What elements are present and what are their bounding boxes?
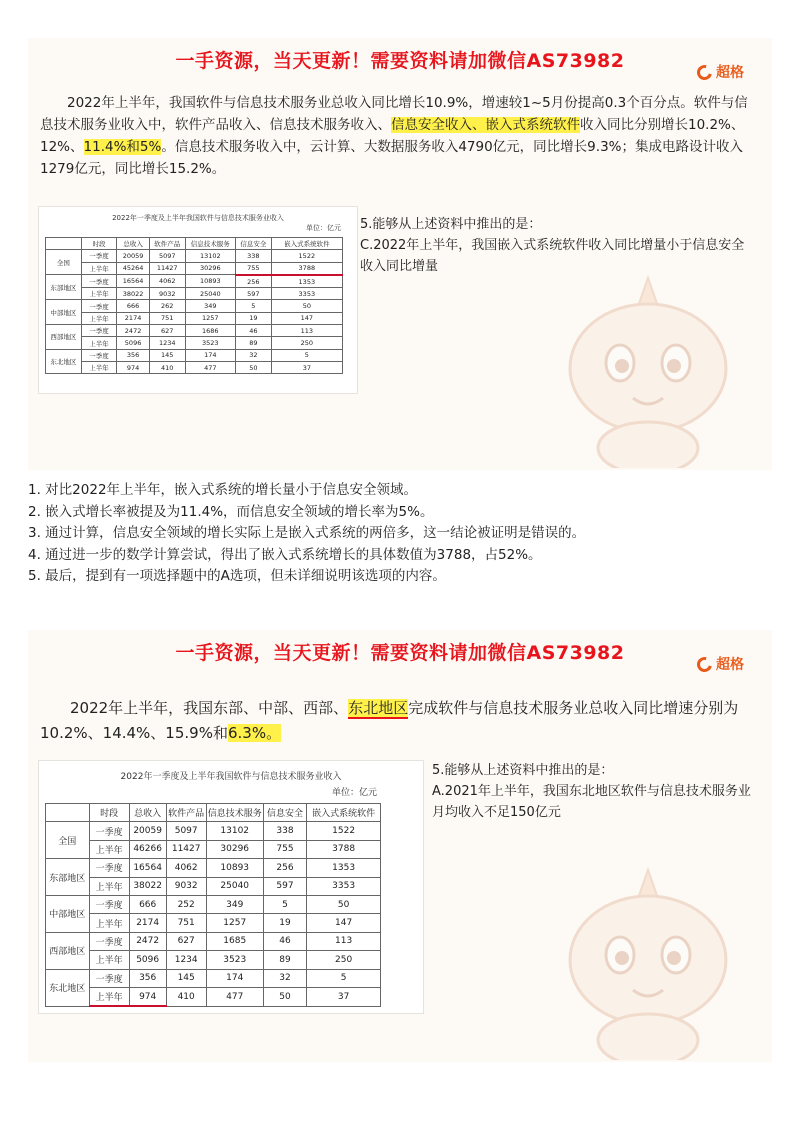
brand-logo — [697, 654, 744, 674]
table-row: 上半年 2174 751 1257 19 147 — [46, 312, 343, 324]
passage-paragraph — [40, 92, 756, 180]
mascot-illustration — [548, 860, 748, 1060]
passage-text: 2022年上半年，我国东部、中部、西部、 — [70, 699, 349, 717]
data-table — [45, 237, 343, 374]
passage-highlight: 11.4%和5% — [83, 139, 162, 155]
table-row: 上半年 46266 11427 30296 755 3788 — [46, 840, 381, 858]
banner-text: 一手资源，当天更新！需要资料请加微信AS73982 — [175, 642, 625, 664]
note-item: 5. 最后，提到有一项选择题中的A选项，但未详细说明该选项的内容。 — [28, 568, 446, 584]
question-option: A.2021年上半年，我国东北地区软件与信息技术服务业月均收入不足150亿元 — [432, 784, 751, 820]
note-item: 2. 嵌入式增长率被提及为11.4%，而信息安全领域的增长率为5%。 — [28, 503, 434, 520]
logo-g-icon — [694, 654, 714, 674]
table-row: 上半年 38022 9032 25040 597 3353 — [46, 288, 343, 300]
passage-paragraph — [40, 696, 756, 746]
data-table-card — [38, 760, 424, 1014]
table-row: 上半年 5096 1234 3523 89 250 — [46, 337, 343, 349]
passage-text: 收入同比分别增长10.2%、12%、 — [40, 117, 745, 155]
mascot-illustration — [548, 268, 748, 468]
logo-text: 超格 — [716, 657, 744, 673]
table-row: 全国 一季度 20059 5097 13102 338 1522 — [46, 822, 381, 840]
brand-logo — [697, 62, 744, 82]
table-row: 东北地区 一季度 356 145 174 32 5 — [46, 349, 343, 361]
table-title: 2022年一季度及上半年我国软件与信息技术服务业收入 — [112, 214, 284, 222]
passage-highlight: 信息安全收入、嵌入式系统软件 — [391, 117, 580, 133]
table-row: 全国 一季度 20059 5097 13102 338 1522 — [46, 250, 343, 262]
table-row: 上半年 2174 751 1257 19 147 — [46, 914, 381, 932]
table-row: 上半年 974 410 477 50 37 — [46, 361, 343, 373]
slide-2 — [28, 630, 772, 1062]
table-row: 西部地区 一季度 2472 627 1686 46 113 — [46, 325, 343, 337]
passage-highlight: 东北地区 — [348, 699, 409, 717]
table-row: 中部地区 一季度 666 262 349 5 50 — [46, 300, 343, 312]
logo-text: 超格 — [716, 65, 744, 81]
analysis-notes — [28, 480, 772, 588]
passage-highlight: 6.3%。 — [227, 724, 282, 742]
banner-text: 一手资源，当天更新！需要资料请加微信AS73982 — [175, 50, 625, 72]
table-row: 上半年 38022 9032 25040 597 3353 — [46, 877, 381, 895]
note-item: 1. 对比2022年上半年，嵌入式系统的增长量小于信息安全领域。 — [28, 482, 418, 498]
question-title: 5.能够从上述资料中推出的是： — [432, 763, 614, 778]
table-row: 上半年 45264 11427 30296 755 3788 — [46, 262, 343, 275]
table-row: 上半年 5096 1234 3523 89 250 — [46, 951, 381, 969]
data-table — [45, 803, 381, 1007]
question-block — [432, 760, 758, 823]
table-title: 2022年一季度及上半年我国软件与信息技术服务业收入 — [120, 772, 342, 782]
data-table-card — [38, 206, 358, 394]
passage-text: 完成软件与信息技术服务业总收入同比增速分别为10.2%、14.4%、15.9%和 — [40, 699, 739, 742]
table-row: 上半年 974 410 477 50 37 — [46, 987, 381, 1006]
table-header-row: 时段 总收入 软件产品 信息技术服务 信息安全 嵌入式系统软件 — [46, 804, 381, 822]
table-row: 东部地区 一季度 16564 4062 10893 256 1353 — [46, 275, 343, 288]
table-unit: 单位：亿元 — [306, 224, 341, 232]
passage-text: 。信息技术服务收入中，云计算、大数据服务收入4790亿元，同比增长9.3%；集成电路设计收入1279亿元，同比增长15.2%。 — [40, 139, 743, 177]
table-row: 东部地区 一季度 16564 4062 10893 256 1353 — [46, 859, 381, 877]
slide-1 — [28, 38, 772, 470]
note-item: 4. 通过进一步的数学计算尝试，得出了嵌入式系统增长的具体数值为3788，占52%。 — [28, 546, 542, 563]
table-unit: 单位：亿元 — [331, 788, 377, 798]
note-item: 3. 通过计算，信息安全领域的增长实际上是嵌入式系统的两倍多，这一结论被证明是错误的。 — [28, 525, 586, 541]
table-header-row: 时段 总收入 软件产品 信息技术服务 信息安全 嵌入式系统软件 — [46, 238, 343, 250]
question-option: C.2022年上半年，我国嵌入式系统软件收入同比增量小于信息安全收入同比增量 — [360, 238, 745, 274]
question-title: 5.能够从上述资料中推出的是： — [360, 217, 542, 232]
passage-text: 2022年上半年，我国软件与信息技术服务业总收入同比增长10.9%，增速较1~5月份提高0.3个百分点。软件与信息技术服务业收入中，软件产品收入、信息技术服务收入、 — [40, 95, 748, 133]
table-row: 东北地区 一季度 356 145 174 32 5 — [46, 969, 381, 987]
table-row: 中部地区 一季度 666 252 349 5 50 — [46, 895, 381, 913]
logo-g-icon — [694, 62, 714, 82]
table-row: 西部地区 一季度 2472 627 1685 46 113 — [46, 932, 381, 950]
